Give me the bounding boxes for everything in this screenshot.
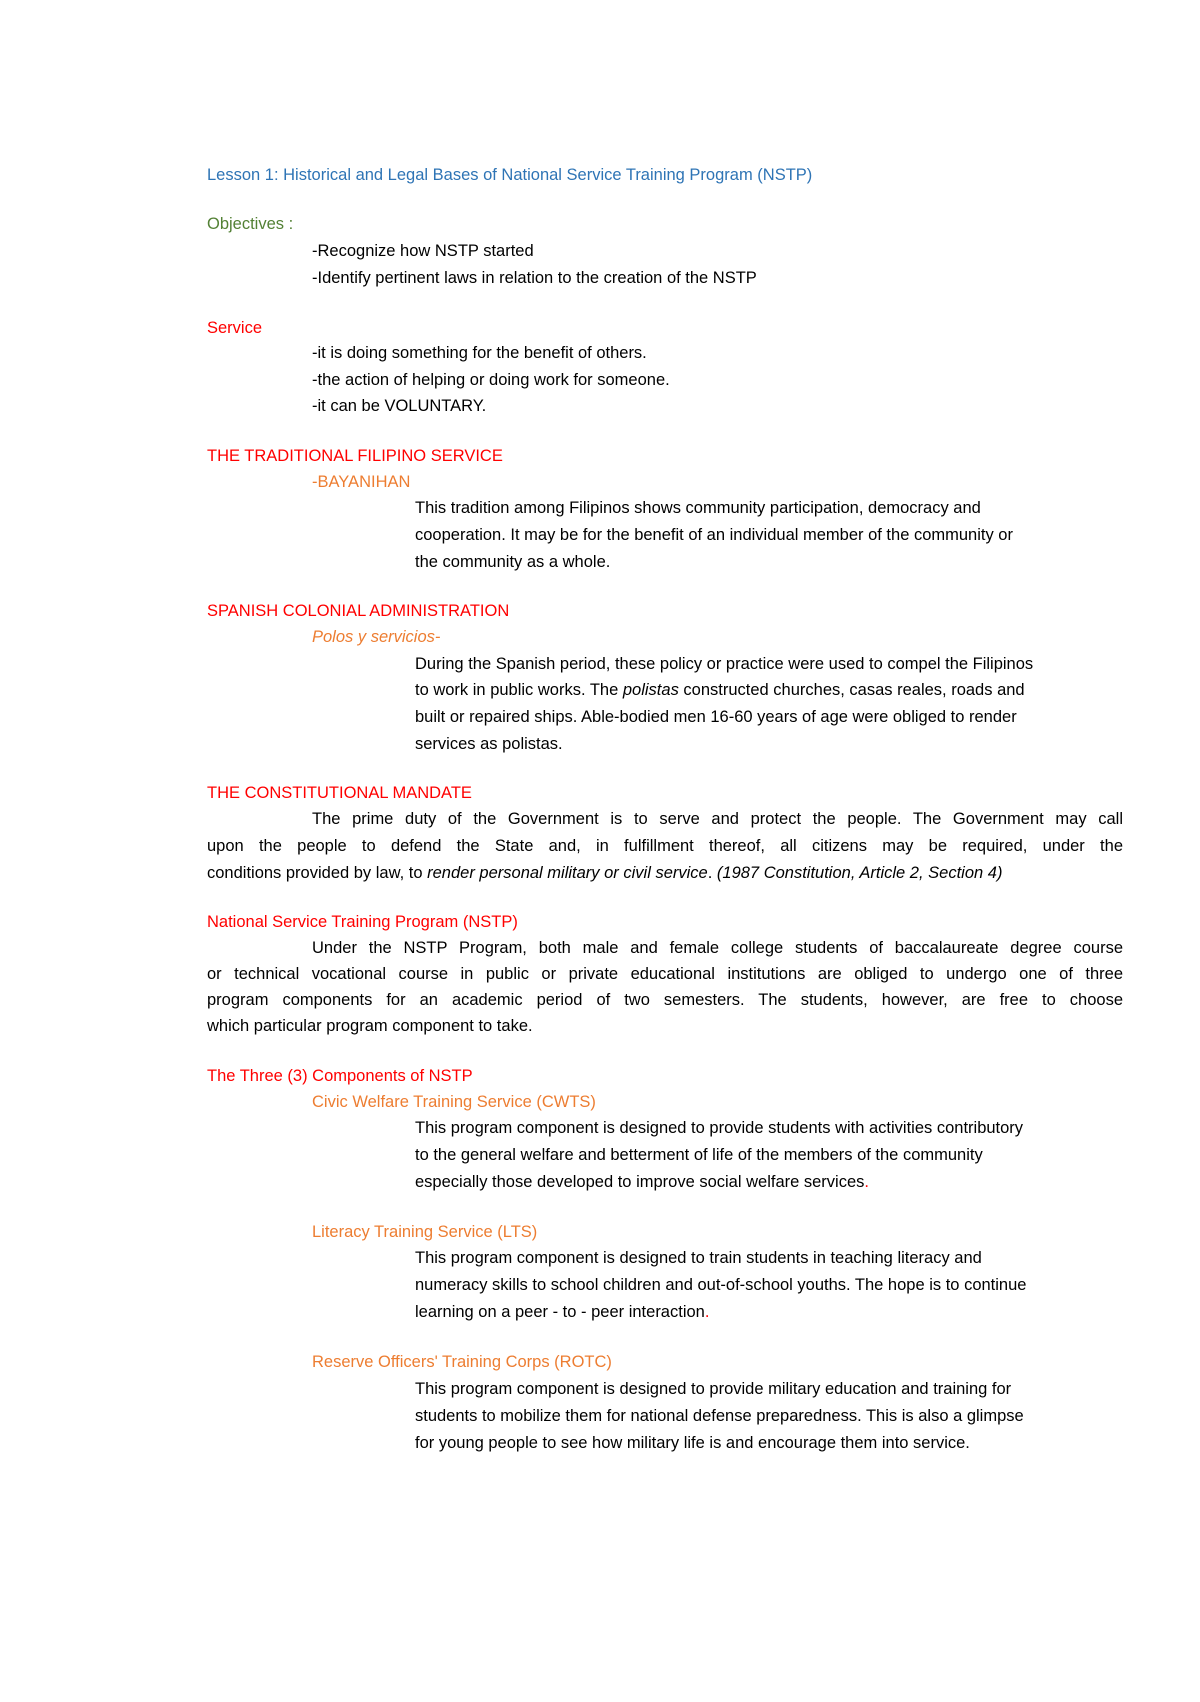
paragraph-line: especially those developed to improve social welfare services.	[415, 1173, 869, 1191]
rotc-heading: Reserve Officers' Training Corps (ROTC)	[312, 1353, 612, 1371]
paragraph-line: The prime duty of the Government is to serve and protect the people. The Government may call	[312, 810, 1123, 828]
paragraph-line: This program component is designed to train students in teaching literacy and	[415, 1249, 982, 1267]
paragraph-line: numeracy skills to school children and out-of-school youths. The hope is to continue	[415, 1276, 1027, 1294]
service-item: -it can be VOLUNTARY.	[312, 397, 487, 415]
nstp-heading: National Service Training Program (NSTP)	[207, 913, 518, 931]
service-heading: Service	[207, 319, 263, 337]
lesson-title: Lesson 1: Historical and Legal Bases of National Service Training Program (NSTP)	[207, 166, 813, 184]
paragraph-line: conditions provided by law, to render personal military or civil service. (1987 Constitution, Article 2, Section 4)	[207, 864, 1003, 882]
paragraph-line: cooperation. It may be for the benefit of an individual member of the community or	[415, 526, 1013, 544]
lts-heading: Literacy Training Service (LTS)	[312, 1223, 538, 1241]
objectives-heading: Objectives :	[207, 215, 294, 233]
paragraph-line: This program component is designed to provide military education and training for	[415, 1380, 1012, 1398]
paragraph-line: for young people to see how military life is and encourage them into service.	[415, 1434, 970, 1452]
paragraph-line: which particular program component to take.	[207, 1017, 533, 1035]
paragraph-line: upon the people to defend the State and, in fulfillment thereof, all citizens may be required, under the	[207, 837, 1123, 855]
paragraph-line: services as polistas.	[415, 735, 563, 753]
paragraph-line: learning on a peer - to - peer interaction.	[415, 1303, 710, 1321]
paragraph-line: built or repaired ships. Able-bodied men 16-60 years of age were obliged to render	[415, 708, 1017, 726]
paragraph-line: students to mobilize them for national defense preparedness. This is also a glimpse	[415, 1407, 1024, 1425]
paragraph-line: program components for an academic period of two semesters. The students, however, are free to choose	[207, 991, 1123, 1009]
service-item: -the action of helping or doing work for someone.	[312, 371, 670, 389]
polos-subheading: Polos y servicios-	[312, 628, 441, 646]
spanish-heading: SPANISH COLONIAL ADMINISTRATION	[207, 602, 510, 620]
paragraph-line: or technical vocational course in public or private educational institutions are obliged to undergo one of three	[207, 965, 1123, 983]
paragraph-line: During the Spanish period, these policy or practice were used to compel the Filipinos	[415, 655, 1034, 673]
objective-item: -Recognize how NSTP started	[312, 242, 534, 260]
paragraph-line: to work in public works. The polistas constructed churches, casas reales, roads and	[415, 681, 1025, 699]
paragraph-line: This program component is designed to provide students with activities contributory	[415, 1119, 1024, 1137]
cwts-heading: Civic Welfare Training Service (CWTS)	[312, 1093, 596, 1111]
objective-item: -Identify pertinent laws in relation to the creation of the NSTP	[312, 269, 757, 287]
bayanihan-subheading: -BAYANIHAN	[312, 473, 411, 491]
constitution-heading: THE CONSTITUTIONAL MANDATE	[207, 784, 472, 802]
traditional-heading: THE TRADITIONAL FILIPINO SERVICE	[207, 447, 503, 465]
components-heading: The Three (3) Components of NSTP	[207, 1067, 473, 1085]
paragraph-line: This tradition among Filipinos shows community participation, democracy and	[415, 499, 981, 517]
paragraph-line: Under the NSTP Program, both male and female college students of baccalaureate degree course	[312, 939, 1123, 957]
paragraph-line: to the general welfare and betterment of life of the members of the community	[415, 1146, 983, 1164]
service-item: -it is doing something for the benefit of others.	[312, 344, 647, 362]
paragraph-line: the community as a whole.	[415, 553, 611, 571]
